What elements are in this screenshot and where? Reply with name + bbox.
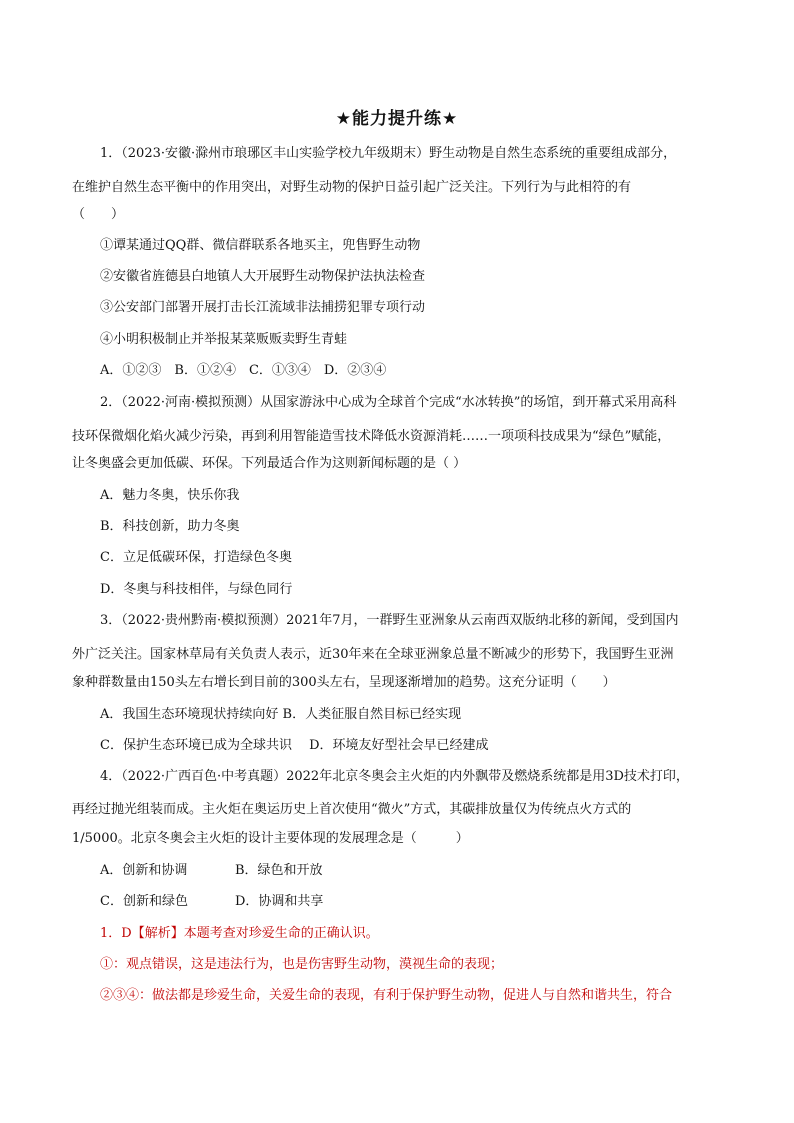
q3-stem-line-3: 象种群数量由150头左右增长到目前的300头左右，呈现逐渐增加的趋势。这充分证明（ ） — [72, 675, 616, 690]
q1-options: A．①②③ B．①②④ C．①③④ D．②③④ — [100, 363, 387, 378]
q3-stem-line-2: 外广泛关注。国家林草局有关负责人表示，近30年来在全球亚洲象总量不断减少的形势下，我国野生亚洲 — [72, 647, 674, 662]
q4-options-row-1 — [100, 862, 760, 880]
answer-heading: 1．D【解析】本题考查对珍爱生命的正确认识。 — [100, 926, 379, 941]
q3-options-row-1: A．我国生态环境现状持续向好 B．人类征服自然目标已经实现 — [100, 707, 462, 722]
q2-option-d: D．冬奥与科技相伴，与绿色同行 — [100, 582, 293, 597]
q4-option-d: D．协调和共享 — [235, 894, 324, 909]
q2-stem-line-2: 技环保微烟化焰火减少污染，再到利用智能造雪技术降低水资源消耗……一项项科技成果为“绿色”赋能， — [72, 429, 671, 444]
q2-option-c: C．立足低碳环保，打造绿色冬奥 — [100, 550, 292, 565]
q2-option-b: B．科技创新，助力冬奥 — [100, 519, 240, 534]
q3-options-row-2: C．保护生态环境已成为全球共识 D．环境友好型社会早已经建成 — [100, 738, 489, 753]
q2-stem-line-1: 2．（2022·河南·模拟预测）从国家游泳中心成为全球首个完成“水冰转换”的场馆，到开幕式采用高科 — [100, 395, 677, 410]
q4-stem-line-1: 4．（2022·广西百色·中考真题）2022年北京冬奥会主火炬的内外飘带及燃烧系统都是用3D技术打印， — [100, 769, 689, 784]
q4-option-a: A．创新和协调 — [100, 863, 188, 878]
q1-item-4: ④小明积极制止并举报某菜贩贩卖野生青蛙 — [100, 332, 348, 347]
q4-stem-line-2: 再经过抛光组装而成。主火炬在奥运历史上首次使用“微火”方式，其碳排放量仅为传统点火方式的 — [72, 802, 632, 817]
q1-item-2: ②安徽省旌德县白地镇人大开展野生动物保护法执法检查 — [100, 269, 426, 284]
page-title: ★能力提升练★ — [335, 109, 459, 129]
q2-stem-line-3: 让冬奥盛会更加低碳、环保。下列最适合作为这则新闻标题的是（ ） — [72, 456, 467, 471]
q4-options-row-2 — [100, 893, 760, 911]
q4-option-b: B．绿色和开放 — [235, 863, 323, 878]
q1-item-3: ③公安部门部署开展打击长江流域非法捕捞犯罪专项行动 — [100, 300, 426, 315]
answer-line-1: ①：观点错误，这是违法行为，也是伤害野生动物，漠视生命的表现； — [100, 957, 504, 972]
answer-line-2: ②③④：做法都是珍爱生命，关爱生命的表现，有利于保护野生动物，促进人与自然和谐共生，符合 — [100, 988, 673, 1003]
q4-option-c: C．创新和绿色 — [100, 894, 188, 909]
q2-option-a: A．魅力冬奥，快乐你我 — [100, 488, 240, 503]
q1-stem-line-3: （ ） — [72, 207, 125, 222]
q1-stem-line-2: 在维护自然生态平衡中的作用突出，对野生动物的保护日益引起广泛关注。下列行为与此相符的有 — [72, 180, 632, 195]
q1-item-1: ①谭某通过QQ群、微信群联系各地买主，兜售野生动物 — [100, 238, 421, 253]
q1-stem-line-1: 1．（2023·安徽·滁州市琅琊区丰山实验学校九年级期末）野生动物是自然生态系统的重要组成部分， — [100, 146, 677, 161]
q3-stem-line-1: 3．（2022·贵州黔南·模拟预测）2021年7月，一群野生亚洲象从云南西双版纳北移的新闻，受到国内 — [100, 613, 679, 628]
q4-stem-line-3: 1/5000。北京冬奥会主火炬的设计主要体现的发展理念是（ ） — [72, 831, 469, 846]
